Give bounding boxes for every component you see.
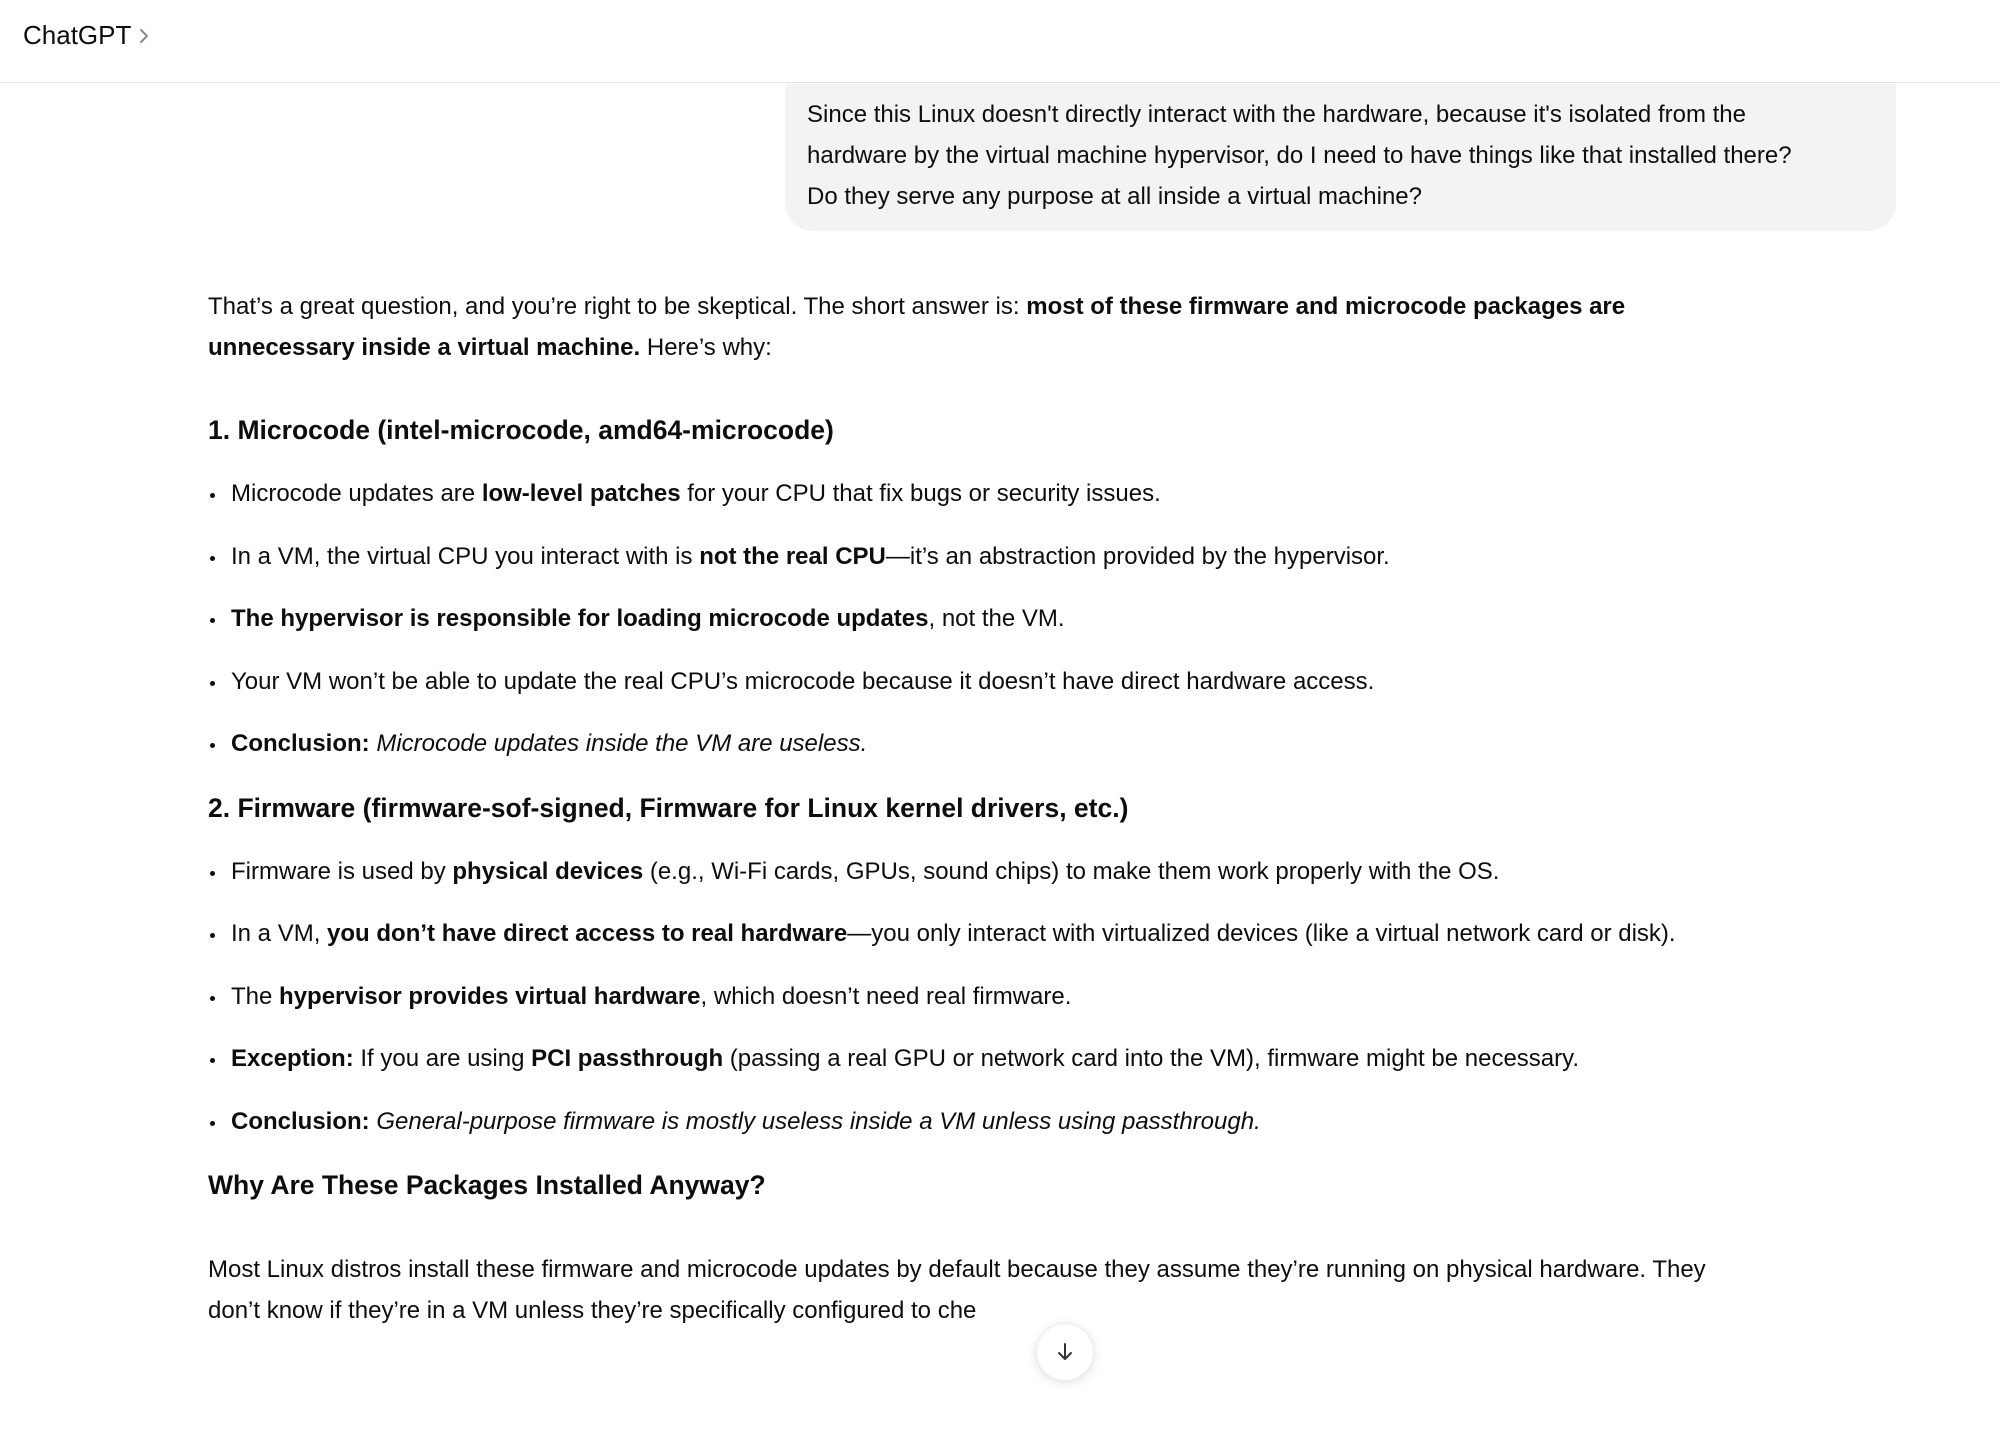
list-item: In a VM, you don’t have direct access to real hardware—you only interact with virtualized devices (like a virtual network card or disk). (208, 917, 1848, 951)
list-item: Firmware is used by physical devices (e.g., Wi-Fi cards, GPUs, sound chips) to make them work properly with the OS. (208, 855, 1848, 889)
user-message-line: Since this Linux doesn't directly interact with the hardware, because it's isolated from the (807, 101, 1746, 128)
conversation-scroll-area[interactable] (0, 84, 2000, 1433)
chevron-right-icon (137, 25, 151, 47)
list-item: Exception: If you are using PCI passthrough (passing a real GPU or network card into the VM), firmware might be necessary. (208, 1042, 1848, 1076)
scroll-to-bottom-button[interactable] (1036, 1323, 1094, 1381)
assistant-message (208, 284, 1848, 1331)
user-message-line: hardware by the virtual machine hypervisor, do I need to have things like that installed there? (807, 142, 1792, 169)
section-heading-microcode: 1. Microcode (intel-microcode, amd64-microcode) (208, 415, 834, 445)
intro-text-2: Here’s why: (640, 334, 772, 361)
app-title: ChatGPT (23, 20, 132, 50)
arrow-down-icon (1054, 1340, 1076, 1364)
intro-bold-2: unnecessary inside a virtual machine. (208, 334, 641, 361)
intro-paragraph (208, 286, 1848, 368)
paragraph-line: don’t know if they’re in a VM unless they’re specifically configured to che (208, 1297, 977, 1324)
list-item: In a VM, the virtual CPU you interact with is not the real CPU—it’s an abstraction provided by the hypervisor. (208, 540, 1848, 574)
list-item: The hypervisor provides virtual hardware, which doesn’t need real firmware. (208, 980, 1848, 1014)
user-message-bubble (785, 84, 1896, 231)
paragraph-line: Most Linux distros install these firmware and microcode updates by default because they assume they’re running on physical hardware. They (208, 1256, 1706, 1283)
list-item: Conclusion: General-purpose firmware is mostly useless inside a VM unless using passthrough. (208, 1105, 1848, 1139)
section-heading-firmware: 2. Firmware (firmware-sof-signed, Firmware for Linux kernel drivers, etc.) (208, 792, 1129, 823)
user-message-line: Do they serve any purpose at all inside a virtual machine? (807, 183, 1422, 210)
section-heading-why-installed: Why Are These Packages Installed Anyway? (208, 1170, 766, 1200)
top-bar (0, 0, 2000, 83)
list-item: Your VM won’t be able to update the real CPU’s microcode because it doesn’t have direct hardware access. (208, 665, 1848, 699)
intro-text: That’s a great question, and you’re right to be skeptical. The short answer is: (208, 293, 1027, 320)
intro-bold: most of these firmware and microcode packages are (1026, 293, 1626, 320)
list-item: The hypervisor is responsible for loading microcode updates, not the VM. (208, 602, 1848, 636)
list-item: Conclusion: Microcode updates inside the VM are useless. (208, 727, 1848, 761)
why-installed-paragraph (208, 1249, 1848, 1331)
firmware-bullet-list (208, 855, 1848, 1139)
model-switcher-button[interactable] (23, 20, 151, 51)
microcode-bullet-list (208, 477, 1848, 761)
list-item: Microcode updates are low-level patches for your CPU that fix bugs or security issues. (208, 477, 1848, 511)
